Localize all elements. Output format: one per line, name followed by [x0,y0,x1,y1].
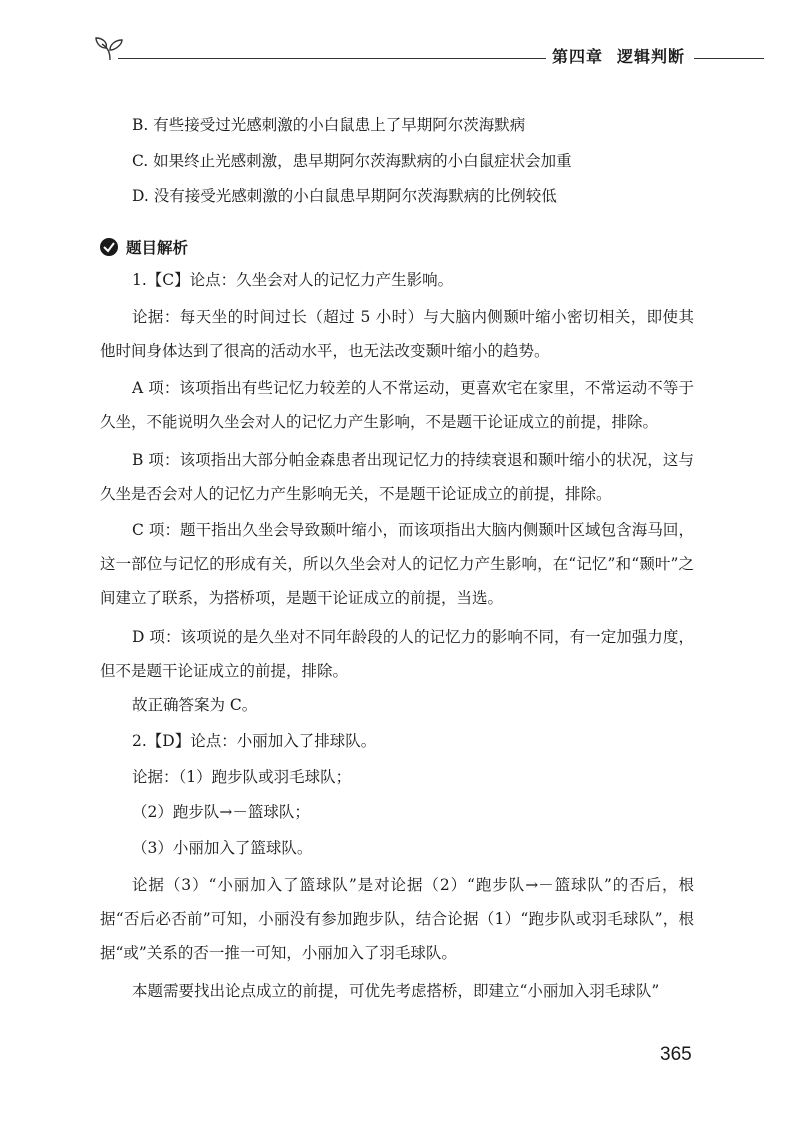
q1-option-b: B 项：该项指出大部分帕金森患者出现记忆力的持续衰退和颞叶缩小的状况，这与久坐是否会对人的记忆力产生影响无关，不是题干论证成立的前提，排除。 [100,451,694,503]
q1-option-d: D 项：该项说的是久坐对不同年龄段的人的记忆力的影响不同，有一定加强力度，但不是题干论证成立的前提，排除。 [100,628,694,680]
option-b: B. 有些接受过光感刺激的小白鼠患上了早期阿尔茨海默病 [132,116,526,134]
analysis-heading [100,236,188,258]
q1-answer: 故正确答案为 C。 [132,696,258,714]
q1-option-a: A 项：该项指出有些记忆力较差的人不常运动，更喜欢宅在家里，不常运动不等于久坐，不能说明久坐会对人的记忆力产生影响，不是题干论证成立的前提，排除。 [100,379,694,431]
q1-point: 1.【C】论点：久坐会对人的记忆力产生影响。 [132,271,454,289]
chapter-heading [552,44,685,67]
q1-option-c: C 项：题干指出久坐会导致颞叶缩小，而该项指出大脑内侧颞叶区域包含海马回，这一部位与记忆的形成有关，所以久坐会对人的记忆力产生影响，在“记忆”和“颞叶”之间建立了联系，为搭桥项，是题干论证成立的前提，当选。 [100,521,694,607]
q2-reasoning: 论据（3）“小丽加入了篮球队”是对论据（2）“跑步队→－篮球队”的否后，根据“否后必否前”可知，小丽没有参加跑步队，结合论据（1）“跑步队或羽毛球队”，根据“或”关系的否一推一可知，小丽加入了羽毛球队。 [100,876,694,962]
check-badge-icon [100,238,118,256]
q2-evidence-3: （3）小丽加入了篮球队。 [132,839,313,857]
header-rule-right [694,58,764,59]
page-number: 365 [660,1044,692,1065]
q2-evidence-2: （2）跑步队→－篮球队； [132,803,310,821]
chapter-title: 逻辑判断 [617,47,686,66]
q1-evidence: 论据：每天坐的时间过长（超过 5 小时）与大脑内侧颞叶缩小密切相关，即使其他时间身体达到了很高的活动水平，也无法改变颞叶缩小的趋势。 [100,308,694,360]
option-c: C. 如果终止光感刺激，患早期阿尔茨海默病的小白鼠症状会加重 [132,152,572,170]
page-header [0,0,800,80]
q2-point: 2.【D】论点：小丽加入了排球队。 [132,732,377,750]
chapter-number: 第四章 [552,47,604,66]
q2-bridge: 本题需要找出论点成立的前提，可优先考虑搭桥，即建立“小丽加入羽毛球队” [132,982,660,1000]
analysis-title: 题目解析 [126,238,189,257]
q2-evidence-1: 论据：（1）跑步队或羽毛球队； [132,768,352,786]
option-d: D. 没有接受光感刺激的小白鼠患早期阿尔茨海默病的比例较低 [132,187,557,205]
header-rule-left [118,58,546,59]
